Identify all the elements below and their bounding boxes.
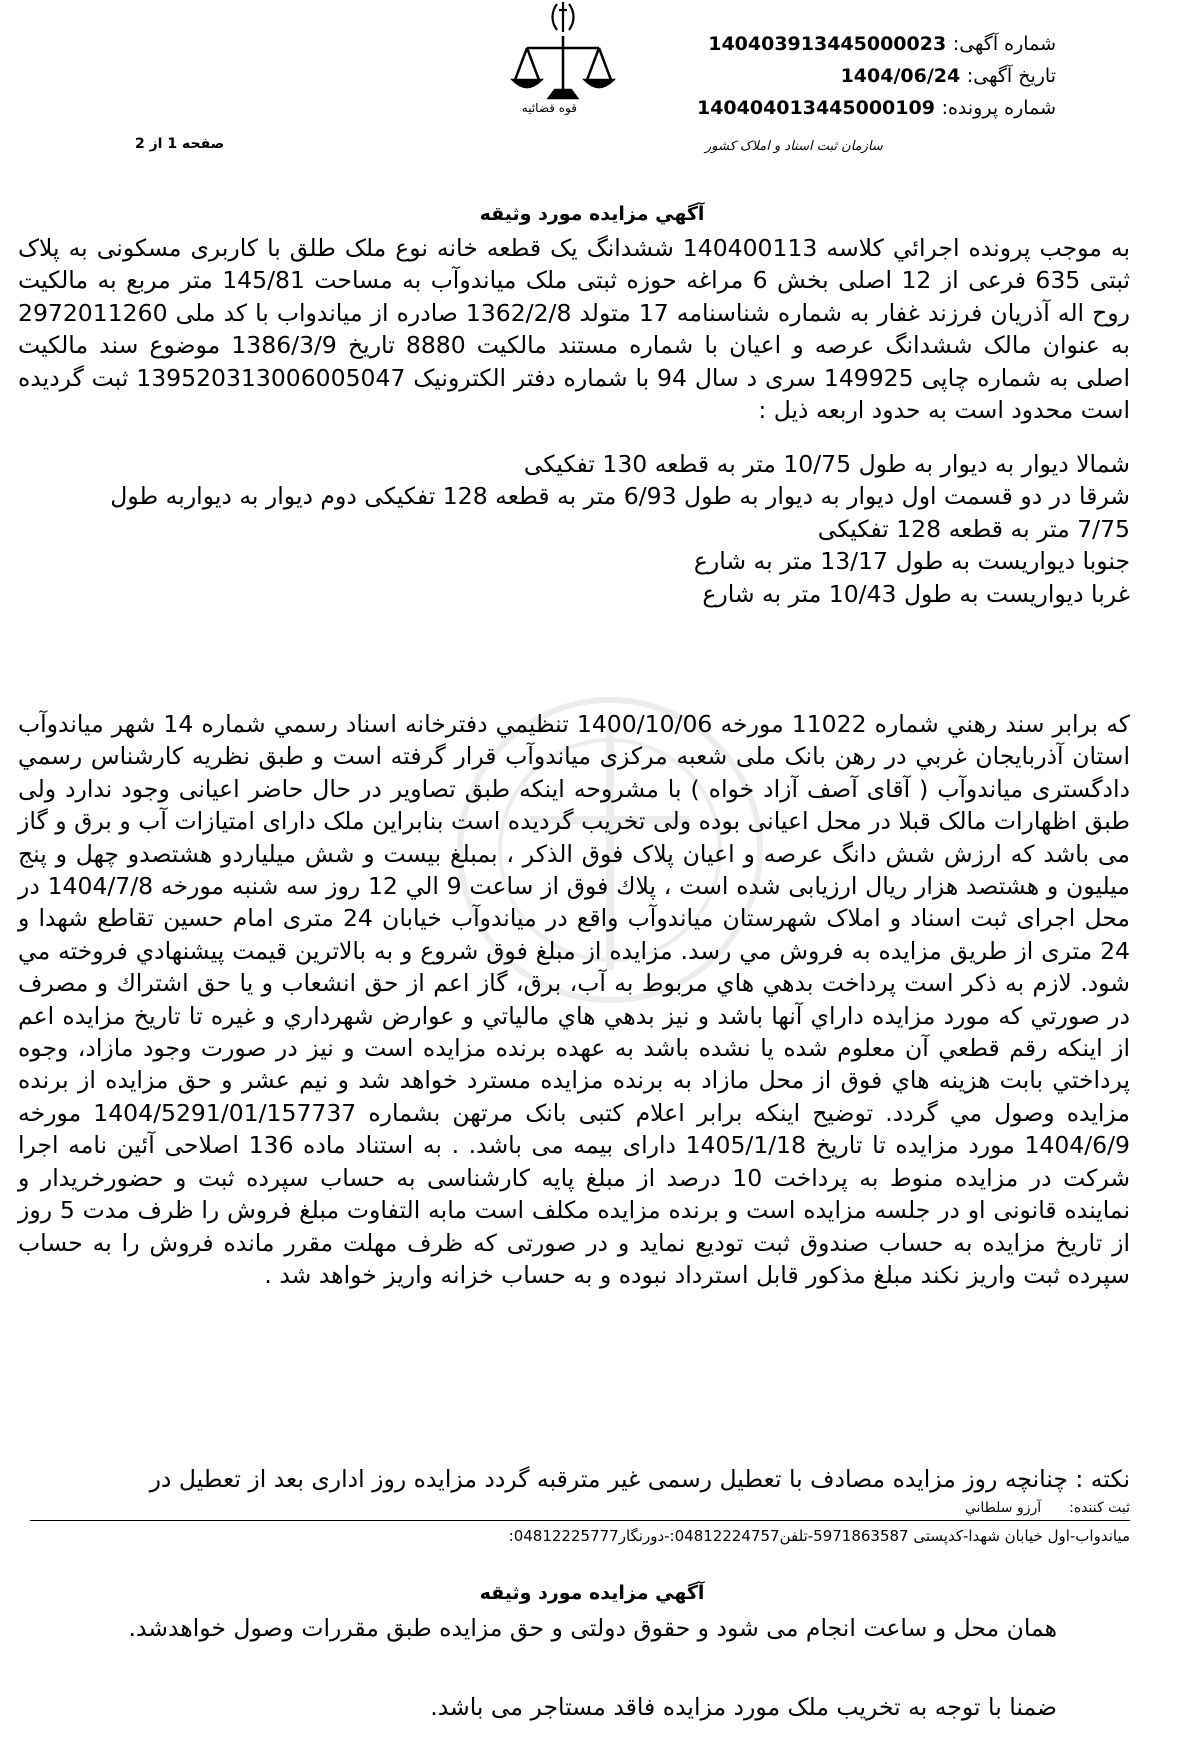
body-paragraph: كه برابر سند رهني شماره 11022 مورخه 1400/10/06 تنظيمي دفترخانه اسناد رسمي شماره 14 شهر میاندوآب استان آذربایجان غربي در رهن بانک ملی شعبه مرکزی میاندوآب قرار گرفته است و طبق نظریه کارشناس رسمي دادگستری میاندوآب ( آقای آصف آزاد خواه ) با مشروحه اینکه طبق تصاویر در حال حاضر اعیانی وجود ندارد ولی طبق اظهارات مالک قبلا در محل اعیانی بوده ولی تخریب گردیده است بنابراین ملک دارای امتیازات آب و برق و گاز می باشد که ارزش شش دانگ عرصه و اعیان پلاک فوق الذکر ، بمبلغ بیست و شش میلیاردو هشتصدو چهل و پنج میلیون و هشتصد هزار ریال ارزیابی شده است ، پلاك فوق از ساعت 9 الي 12 روز سه شنبه مورخه 1404/7/8 در محل اجرای ثبت اسناد و املاک شهرستان میاندوآب واقع در میاندوآب خیابان 24 متری امام حسین تقاطع شهدا و 24 متری از طریق مزايده به فروش مي رسد. مزايده از مبلغ فوق شروع و به بالاترين قيمت پيشنهادي فروخته مي شود. لازم به ذكر است پرداخت بدهي هاي مربوط به آب، برق، گاز اعم از حق انشعاب و يا حق اشتراك و مصرف در صورتي كه مورد مزايده داراي آنها باشد و نيز بدهي هاي مالياتي و عوارض شهرداري و غيره تا تاريخ مزايده اعم از اينكه رقم قطعي آن معلوم شده يا نشده باشد به عهده برنده مزايده است و نيز در صورت وجود مازاد، وجوه پرداختي بابت هزينه هاي فوق از محل مازاد به برنده مزايده مسترد خواهد شد و نیم عشر و حق مزایده از برنده مزایده وصول مي گردد. توضيح اينكه برابر اعلام كتبی بانک مرتهن بشماره 1404/5291/01/157737 مورخه 1404/6/9 مورد مزايده تا تاريخ 1405/1/18 دارای بیمه می باشد. . به استناد ماده 136 اصلاحی آئین نامه اجرا شرکت در مزایده منوط به پرداخت 10 درصد از مبلغ پایه کارشناسی به حساب سپرده ثبت و حضورخریدار و نماینده قانونی او در جلسه مزایده است و برنده مزایده مکلف است مابه التفاوت مبلغ فروش را ظرف مدت 5 روز از تاریخ مزایده به حساب صندوق ثبت تودیع نماید و در صورتی که ظرف مهلت مقرر مانده فروش را به حساب سپرده ثبت واریز نکند مبلغ مذکور قابل استرداد نبوده و به حساب خزانه واریز خواهد شد . (18, 710, 1131, 1289)
ad-number-row (697, 28, 1056, 60)
note-paragraph: نکته : چنانچه روز مزایده مصادف با تعطیل رسمی غیر مترقبه گردد مزایده روز اداری بعد از تعطیل در (149, 1465, 1130, 1493)
ad-metadata (697, 28, 1056, 124)
case-number: 140404013445000109 (696, 97, 935, 119)
boundary-south: جنوبا دیواریست به طول 13/17 متر به شارع (693, 547, 1130, 576)
boundary-east: شرقا در دو قسمت اول دیوار به دیوار به طول 6/93 متر به قطعه 128 تفکیکی دوم دیوار به دیواربه طول (110, 482, 1130, 511)
registrar-name: آرزو سلطاني (964, 1500, 1042, 1516)
page2-title: آگهي مزايده مورد وثيقه (479, 1582, 705, 1604)
case-number-label: شماره پرونده: (941, 97, 1056, 119)
page-title: آگهي مزايده مورد وثيقه (479, 203, 705, 225)
ad-date: 1404/06/24 (840, 65, 961, 87)
page-number: صفحه 1 از 2 (135, 136, 225, 152)
footer-divider (30, 1520, 1130, 1521)
ad-date-label: تاریخ آگهی: (966, 65, 1056, 87)
ad-date-row (697, 60, 1056, 92)
registrar-label: ثبت كننده: (1069, 1500, 1130, 1516)
case-number-row (697, 92, 1056, 124)
office-address: میاندواب-اول خیابان شهدا-کدپستی 5971863587-تلفن04812224757:-دورنگار04812225777: (508, 1527, 1130, 1545)
boundary-north: شمالا دیوار به دیوار به طول 10/75 متر به قطعه 130 تفکیکی (523, 450, 1130, 478)
ad-number: 140403913445000023 (708, 33, 947, 55)
intro-paragraph: به موجب پرونده اجرائي كلاسه 140400113 ششدانگ یک قطعه خانه نوع ملک طلق با کاربری مسکونی به پلاک ثبتی 635 فرعی از 12 اصلی بخش 6 مراغه حوزه ثبتی ملک میاندوآب به مساحت 145/81 متر مربع به مالکیت روح اله آذریان فرزند غفار به شماره شناسنامه 17 متولد 1362/2/8 صادره از میاندواب با کد ملی 2972011260 به عنوان مالک ششدانگ عرصه و اعیان با شماره مستند مالکیت 8880 تاریخ 1386/3/9 موضوع سند مالکیت اصلی به شماره چاپی 149925 سری د سال 94 با شماره دفتر الکترونیک 139520313006005047 ثبت گردیده است محدود است به حدود اربعه ذیل : (18, 234, 1130, 425)
boundary-east-continued: 7/75 متر به قطعه 128 تفکیکی (817, 514, 1130, 543)
boundaries-list (110, 448, 1130, 610)
logo-text-judiciary: قوه قضائیه (521, 101, 577, 115)
ad-number-label: شماره آگهی: (952, 33, 1056, 55)
page2-line-2: ضمنا با توجه به تخریب ملک مورد مزایده فاقد مستاجر می باشد. (430, 1693, 1057, 1721)
registrar-info (937, 1500, 1130, 1516)
boundary-west: غربا دیواریست به طول 10/43 متر به شارع (702, 579, 1130, 608)
page2-line-1: همان محل و ساعت انجام می شود و حقوق دولتی و حق مزایده طبق مقررات وصول خواهدشد. (128, 1614, 1057, 1642)
logo-text-organization: سازمان ثبت اسناد و املاک کشور (705, 139, 883, 154)
